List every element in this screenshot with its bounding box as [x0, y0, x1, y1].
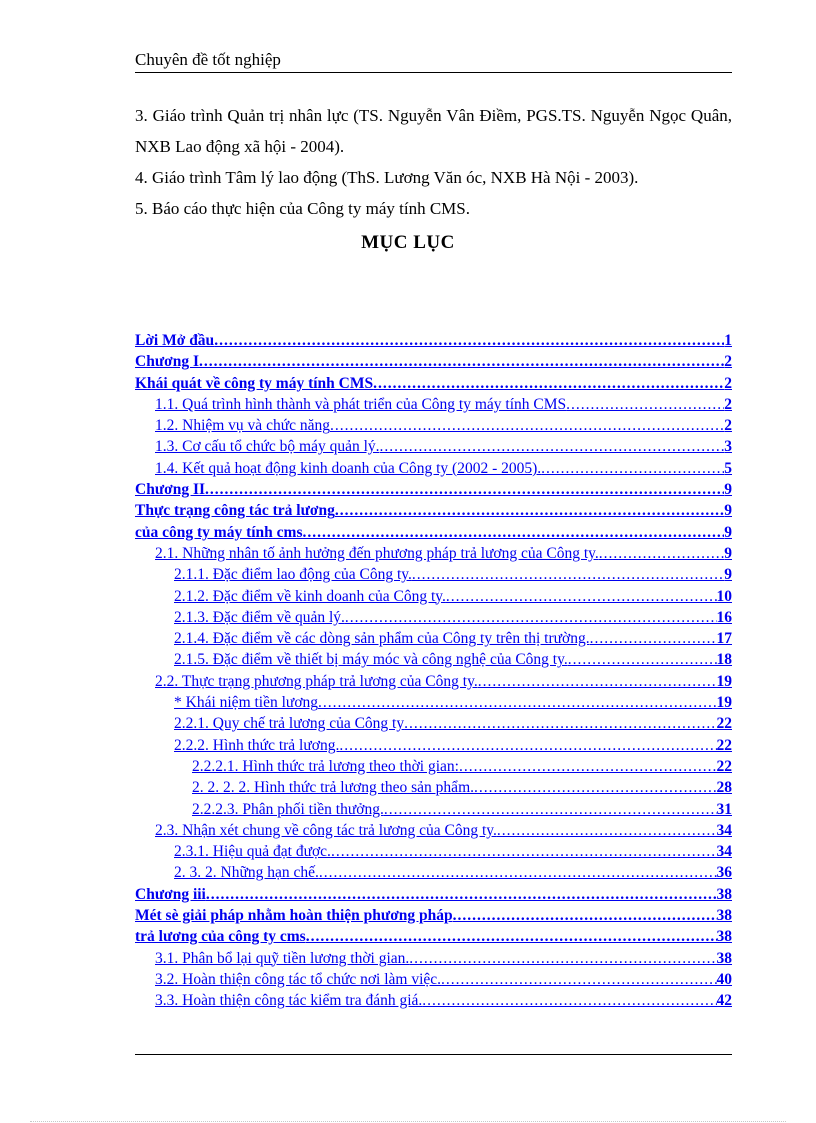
toc-leader-dots	[404, 713, 716, 734]
toc-entry-page: 42	[716, 992, 732, 1010]
toc-leader-dots	[541, 458, 724, 479]
toc-leader-dots	[446, 586, 717, 607]
toc-leader-dots	[330, 415, 724, 436]
toc-entry-label: trả lương của công ty cms	[135, 928, 306, 946]
toc-leader-dots	[205, 479, 724, 500]
toc-entry-label: Chương iii	[135, 885, 206, 903]
toc-entry-page: 31	[716, 800, 732, 818]
toc-entry-page: 22	[716, 715, 732, 733]
toc-title: MỤC LỤC	[361, 232, 455, 253]
toc-entry[interactable]	[135, 394, 732, 415]
toc-entry-label: Mét sè giải pháp nhằm hoàn thiện phương pháp	[135, 907, 453, 925]
toc-entry-page: 3	[724, 438, 732, 456]
toc-entry-page: 38	[716, 949, 732, 967]
toc-entry[interactable]	[135, 948, 732, 969]
toc-entry-page: 22	[716, 757, 732, 775]
toc-entry-page: 36	[716, 864, 732, 882]
toc-entry-page: 38	[716, 907, 732, 925]
toc-entry[interactable]	[135, 330, 732, 351]
toc-entry-page: 38	[716, 928, 732, 946]
toc-entry-label: * Khái niệm tiền lương	[174, 694, 319, 712]
toc-leader-dots	[409, 948, 716, 969]
toc-entry-label: 2.2.2.1. Hình thức trả lương theo thời gian:	[192, 757, 459, 775]
toc-entry[interactable]	[135, 628, 732, 649]
toc-entry-label: 1.1. Quá trình hình thành và phát triển của Công ty máy tính CMS	[155, 395, 567, 413]
toc-leader-dots	[214, 330, 724, 351]
toc-entry-page: 1	[724, 332, 732, 349]
toc-entry[interactable]	[135, 607, 732, 628]
toc-leader-dots	[590, 628, 717, 649]
toc-entry-label: Khái quát về công ty máy tính CMS	[135, 374, 374, 392]
toc-entry[interactable]	[135, 415, 732, 436]
toc-leader-dots	[568, 649, 717, 670]
toc-entry[interactable]	[135, 586, 732, 607]
toc-entry[interactable]	[135, 671, 732, 692]
toc-entry[interactable]	[135, 841, 732, 862]
toc-entry[interactable]	[135, 649, 732, 670]
toc-entry-page: 5	[724, 459, 732, 477]
toc-entry-label: 2.1.4. Đặc điểm về các dòng sản phẩm của Công ty trên thị trường.	[174, 630, 590, 648]
toc-entry-label: 2. 2. 2. 2. Hình thức trả lương theo sản phẩm.	[192, 779, 474, 797]
toc-entry-label: 2.1.2. Đặc điểm về kinh doanh của Công ty.	[174, 587, 446, 605]
toc-entry[interactable]	[135, 713, 732, 734]
toc-entry[interactable]	[135, 969, 732, 990]
toc-entry-label: 2.2.2. Hình thức trả lương.	[174, 736, 340, 754]
toc-entry-label: Chương II	[135, 481, 206, 499]
toc-entry-page: 34	[716, 843, 732, 861]
page-header: Chuyên đề tốt nghiệp	[135, 50, 732, 73]
toc-leader-dots	[384, 799, 717, 820]
toc-entry[interactable]	[135, 692, 732, 713]
toc-entry-label: 2.1. Những nhân tố ảnh hưởng đến phương pháp trả lương của Công ty.	[155, 544, 599, 562]
toc-entry[interactable]	[135, 990, 732, 1011]
toc-leader-dots	[566, 394, 724, 415]
toc-entry-page: 2	[724, 417, 732, 435]
toc-entry-label: 1.3. Cơ cấu tổ chức bộ máy quản lý.	[155, 438, 380, 456]
toc-entry-page: 9	[724, 523, 732, 541]
toc-entry-page: 9	[724, 481, 732, 499]
toc-entry-label: 1.2. Nhiệm vụ và chức năng	[155, 417, 330, 435]
reference-item: 3. Giáo trình Quản trị nhân lực (TS. Nguyễn Vân Điềm, PGS.TS. Nguyễn Ngọc Quân, NXB Lao động xã hội - 2004).	[135, 106, 732, 156]
toc-entry-label: của công ty máy tính cms	[135, 523, 303, 541]
toc-entry-label: 2.3. Nhận xét chung về công tác trả lương của Công ty.	[155, 821, 497, 839]
toc-entry-label: 3.2. Hoàn thiện công tác tổ chức nơi làm việc.	[155, 970, 442, 988]
toc-entry-page: 2	[724, 374, 732, 392]
toc-entry-label: Lời Mở đầu	[135, 332, 215, 349]
toc-entry[interactable]	[135, 756, 732, 777]
toc-entry-page: 9	[724, 502, 732, 520]
toc-entry-page: 9	[724, 566, 732, 584]
toc-entry[interactable]	[135, 543, 732, 564]
toc-entry[interactable]	[135, 905, 732, 926]
toc-leader-dots	[302, 522, 724, 543]
toc-leader-dots	[478, 671, 717, 692]
references-list	[135, 100, 732, 224]
toc-entry-label: 2.2. Thực trạng phương pháp trả lương của Công ty.	[155, 672, 478, 690]
toc-leader-dots	[380, 436, 725, 457]
toc-entry-label: 3.3. Hoàn thiện công tác kiểm tra đánh giá.	[155, 992, 423, 1010]
toc-entry[interactable]	[135, 564, 732, 585]
toc-entry-label: 2.3.1. Hiệu quả đạt được.	[174, 843, 331, 861]
toc-entry[interactable]	[135, 777, 732, 798]
toc-entry-label: 2.1.3. Đặc điểm về quản lý.	[174, 608, 345, 626]
toc-leader-dots	[599, 543, 724, 564]
toc-entry-label: 2.1.1. Đặc điểm lao động của Công ty.	[174, 566, 412, 584]
toc-entry-label: 2.2.1. Quy chế trả lương của Công ty	[174, 715, 405, 733]
reference-item: 4. Giáo trình Tâm lý lao động (ThS. Lương Văn óc, NXB Hà Nội - 2003).	[135, 168, 639, 187]
toc-entry-page: 19	[716, 694, 732, 712]
toc-entry-label: 3.1. Phân bổ lại quỹ tiền lương thời gian.	[155, 949, 410, 967]
toc-leader-dots	[459, 756, 717, 777]
toc-entry[interactable]	[135, 884, 732, 905]
toc-entry-page: 22	[716, 736, 732, 754]
toc-entry[interactable]	[135, 926, 732, 947]
toc-entry-page: 38	[716, 885, 732, 903]
toc-entry-page: 9	[724, 544, 732, 562]
toc-leader-dots	[441, 969, 716, 990]
page-edge-divider	[30, 1121, 786, 1122]
toc-leader-dots	[319, 862, 717, 883]
toc-entry-page: 18	[716, 651, 732, 669]
toc-leader-dots	[199, 351, 724, 372]
toc-entry-page: 19	[716, 672, 732, 690]
toc-entry[interactable]	[135, 436, 732, 457]
toc-entry-label: 1.4. Kết quả hoạt động kinh doanh của Công ty (2002 - 2005).	[155, 459, 542, 477]
toc-entry[interactable]	[135, 500, 732, 521]
toc-entry-page: 17	[716, 630, 732, 648]
toc-leader-dots	[206, 884, 717, 905]
toc-entry-label: 2.1.5. Đặc điểm về thiết bị máy móc và công nghệ của Công ty.	[174, 651, 568, 669]
toc-entry-page: 2	[724, 395, 732, 413]
toc-entry[interactable]	[135, 799, 732, 820]
toc-entry[interactable]	[135, 862, 732, 883]
toc-entry-page: 2	[724, 353, 732, 371]
toc-entry[interactable]	[135, 820, 732, 841]
reference-item: 5. Báo cáo thực hiện của Công ty máy tính CMS.	[135, 199, 471, 218]
toc-leader-dots	[453, 905, 717, 926]
toc-leader-dots	[318, 692, 716, 713]
toc-entry[interactable]	[135, 735, 732, 756]
toc-entry-page: 28	[716, 779, 732, 797]
toc-entry-page: 34	[716, 821, 732, 839]
toc-leader-dots	[335, 500, 724, 521]
toc-entry-label: Chương I	[135, 353, 199, 371]
toc-entry-page: 10	[716, 587, 732, 605]
toc-entry-label: Thực trạng công tác trả lương	[135, 502, 335, 520]
toc-entry[interactable]	[135, 351, 732, 372]
toc-entry-page: 16	[716, 608, 732, 626]
toc-entry[interactable]	[135, 522, 732, 543]
toc-entry-label: 2.2.2.3. Phân phối tiền thưởng.	[192, 800, 384, 818]
toc-leader-dots	[412, 564, 724, 585]
toc-leader-dots	[373, 373, 724, 394]
footer-rule	[135, 1054, 732, 1055]
toc-leader-dots	[339, 735, 716, 756]
toc-entry[interactable]	[135, 458, 732, 479]
toc-leader-dots	[474, 777, 717, 798]
toc-leader-dots	[345, 607, 717, 628]
toc-leader-dots	[331, 841, 717, 862]
table-of-contents	[135, 330, 732, 1012]
toc-leader-dots	[306, 926, 717, 947]
toc-entry[interactable]	[135, 373, 732, 394]
toc-entry-page: 40	[716, 970, 732, 988]
toc-leader-dots	[422, 990, 716, 1011]
toc-entry-label: 2. 3. 2. Những hạn chế.	[174, 864, 319, 882]
toc-entry[interactable]	[135, 479, 732, 500]
toc-leader-dots	[497, 820, 717, 841]
